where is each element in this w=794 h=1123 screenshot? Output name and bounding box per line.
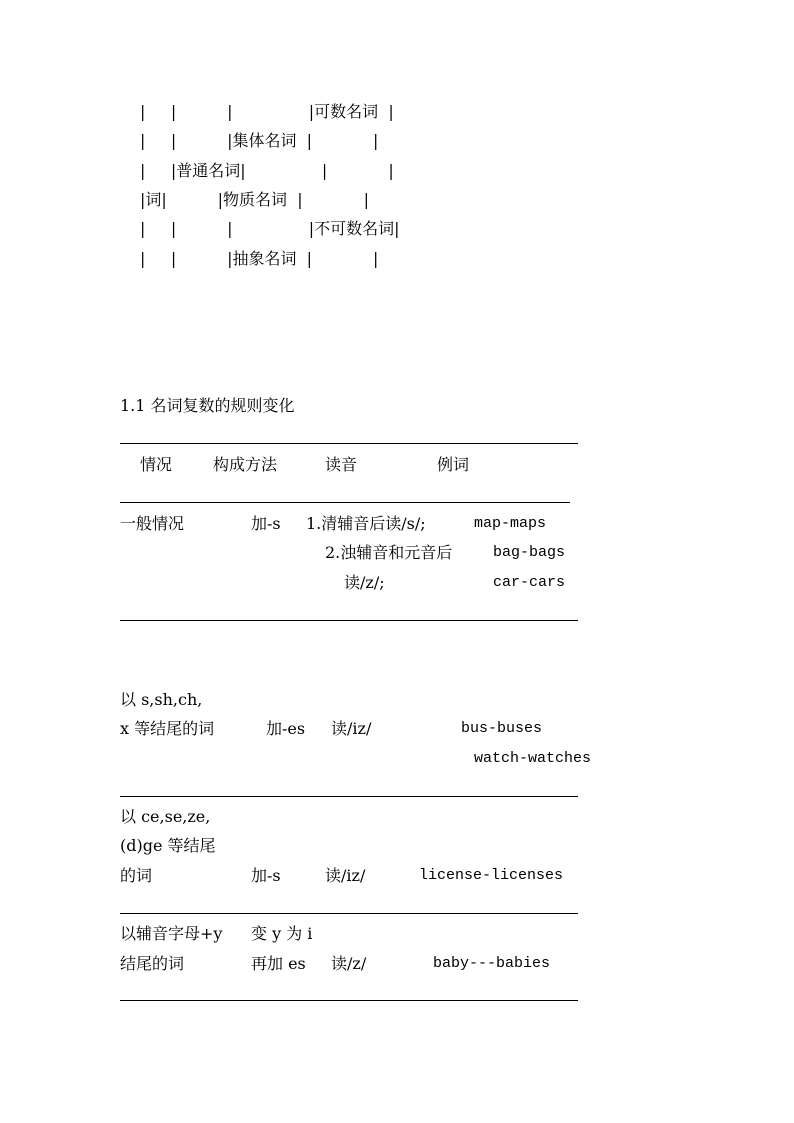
table-bottom-rule	[120, 1000, 578, 1001]
row-reading: 读/z/	[331, 954, 367, 973]
header-reading: 读音	[325, 455, 358, 474]
row-example: car-cars	[493, 574, 566, 591]
row-example: baby---babies	[433, 955, 551, 972]
row-example: bus-buses	[461, 720, 543, 737]
table-top-rule	[120, 443, 578, 444]
row-case: (d)ge 等结尾	[120, 836, 216, 855]
row-method: 加-s	[251, 866, 281, 885]
row-method: 加-s	[251, 514, 281, 533]
header-case: 情况	[140, 455, 173, 474]
row-method: 再加 es	[251, 954, 306, 973]
row-method: 加-es	[266, 719, 306, 738]
row-case: 结尾的词	[120, 954, 185, 973]
tree-line: |词| |物质名词 | |	[140, 190, 370, 209]
row-example: map-maps	[474, 515, 547, 532]
row-rule	[120, 796, 578, 797]
row-reading: 读/iz/	[325, 866, 366, 885]
row-case: 一般情况	[120, 514, 185, 533]
tree-line: | |普通名词| | |	[140, 161, 394, 180]
header-examples: 例词	[437, 455, 470, 474]
row-reading: 读/iz/	[331, 719, 372, 738]
header-rule	[120, 502, 570, 503]
row-rule	[120, 913, 578, 914]
row-case: 以 ce,se,ze,	[120, 807, 211, 826]
row-case: 的词	[120, 866, 153, 885]
row-reading: 1.清辅音后读/s/;	[306, 514, 426, 533]
row-case: 以 s,sh,ch,	[120, 690, 203, 709]
section-title: 1.1 名词复数的规则变化	[120, 396, 295, 415]
row-case: x 等结尾的词	[120, 719, 215, 738]
row-reading: 2.浊辅音和元音后	[325, 543, 453, 562]
tree-line: | | |集体名词 | |	[140, 131, 379, 150]
header-method: 构成方法	[213, 455, 278, 474]
tree-line: | | | |可数名词 |	[140, 102, 394, 121]
tree-line: | | |抽象名词 | |	[140, 249, 379, 268]
row-example: watch-watches	[474, 750, 592, 767]
row-example: license-licenses	[419, 867, 564, 884]
row-method: 变 y 为 i	[251, 924, 313, 943]
row-rule	[120, 620, 578, 621]
row-reading: 读/z/;	[344, 573, 385, 592]
tree-line: | | | |不可数名词|	[140, 219, 400, 238]
row-case: 以辅音字母+y	[120, 924, 223, 943]
row-example: bag-bags	[493, 544, 566, 561]
